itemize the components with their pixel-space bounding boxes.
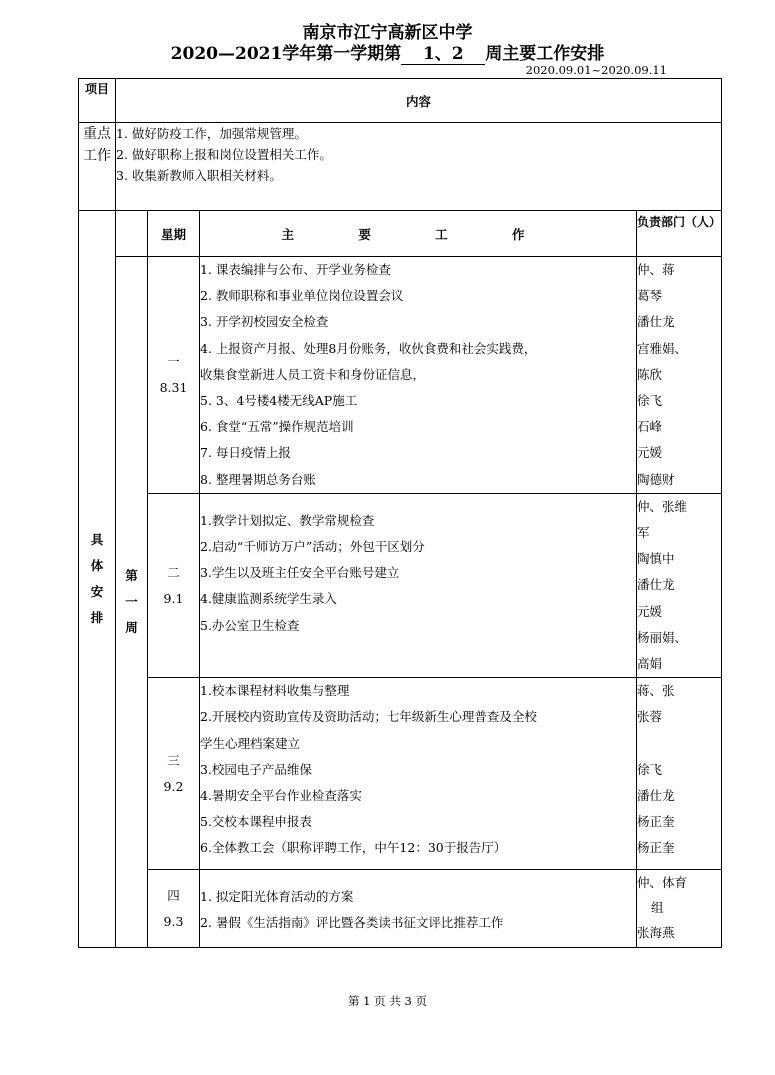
task-list [200,870,637,948]
day-cell [148,678,200,870]
weekday: 二 [167,564,180,580]
table-row [79,493,722,677]
title-prefix: 2020—2021学年第一学期第 [170,44,402,64]
list-item: 3. 开学初校园安全检查 [200,314,329,330]
task-list [200,493,637,677]
list-item: 张蓉 [637,709,663,725]
key-work-label: 重点工作 [79,123,116,211]
list-item: 张海燕 [637,925,675,941]
day-cell [148,870,200,948]
day-cell [148,257,200,494]
day-cell [148,493,200,677]
responsible-list [637,870,722,948]
col-content-header: 内容 [116,79,722,123]
list-item: 徐飞 [637,393,663,409]
list-item: 5.办公室卫生检查 [200,617,300,633]
list-item: 学生心理档案建立 [200,735,301,751]
title-suffix: 周主要工作安排 [485,44,605,64]
weekday: 一 [167,353,180,369]
date: 9.1 [163,590,184,606]
list-item: 葛琴 [637,288,663,304]
list-item [637,731,721,757]
responsible-list [637,678,722,870]
list-item: 1.校本课程材料收集与整理 [200,683,350,699]
list-item: 杨丽娟、 [637,629,688,645]
list-item: 陶德财 [637,471,675,487]
list-item: 1.教学计划拟定、教学常规检查 [200,512,375,528]
table-row [79,257,722,494]
empty-cell [116,211,148,257]
date: 8.31 [159,379,188,395]
list-item: 3. 收集新教师入职相关材料。 [116,168,282,183]
schedule-table [78,78,722,948]
key-work-list [116,123,722,211]
table-row [79,678,722,870]
list-item: 高娟 [637,656,663,672]
schedule-title [0,39,775,65]
week-numbers: 1、2 [401,39,485,65]
detail-label: 具体安排 [79,211,116,948]
date: 9.2 [163,778,184,794]
list-item: 元媛 [637,445,663,461]
list-item: 4. 上报资产月报、处理8月份账务，收伙食费和社会实践费， [200,340,537,356]
responsible-list [637,493,722,677]
list-item: 宫雅娟、 [637,340,688,356]
list-item: 2.启动“千师访万户”活动；外包干区划分 [200,539,425,555]
list-item: 6.全体教工会（职称评聘工作，中午12：30于报告厅） [200,840,507,856]
list-item: 杨正奎 [637,840,675,856]
list-item: 2. 暑假《生活指南》评比暨各类读书征文评比推荐工作 [200,915,504,931]
key-work-row [79,123,722,211]
list-item: 军 [637,525,650,541]
list-item: 3.校园电子产品维保 [200,761,312,777]
list-item: 石峰 [637,419,663,435]
list-item: 组 [651,900,664,916]
list-item: 潘仕龙 [637,314,675,330]
list-item: 杨正奎 [637,814,675,830]
date-range: 2020.09.01~2020.09.11 [525,63,667,77]
list-item: 5.交校本课程申报表 [200,814,312,830]
list-item: 仲、体育 [637,875,688,891]
col-item-header: 项目 [79,79,116,123]
school-title: 南京市江宁高新区中学 [302,23,473,43]
list-item: 1. 做好防疫工作，加强常规管理。 [116,126,307,141]
responsible-list [637,257,722,494]
header-row [79,79,722,123]
list-item: 2. 做好职称上报和岗位设置相关工作。 [116,147,332,162]
list-item: 蒋、张 [637,683,675,699]
list-item: 6. 食堂“五常”操作规范培训 [200,419,354,435]
list-item: 1. 课表编排与公布、开学业务检查 [200,262,391,277]
col-weekday-header: 星期 [148,211,200,257]
list-item: 潘仕龙 [637,788,675,804]
list-item: 4.暑期安全平台作业检查落实 [200,788,362,804]
col-main-work-header: 主 要 工 作 [200,211,637,257]
list-item: 5. 3、4号楼4楼无线AP施工 [200,393,358,409]
date: 9.3 [163,913,184,929]
list-item: 3.学生以及班主任安全平台账号建立 [200,565,400,581]
task-list [200,257,637,494]
list-item: 收集食堂新进人员工资卡和身份证信息， [200,366,426,382]
list-item: 徐飞 [637,761,663,777]
list-item: 2.开展校内资助宣传及资助活动；七年级新生心理普查及全校 [200,709,537,725]
detail-header-row [79,211,722,257]
list-item: 陈欣 [637,366,663,382]
list-item: 8. 整理暑期总务台账 [200,471,316,487]
page-footer: 第 1 页 共 3 页 [348,994,427,1008]
list-item: 4.健康监测系统学生录入 [200,591,337,607]
table-row [79,870,722,948]
col-responsible-header: 负责部门（人） [637,211,722,257]
list-item: 陶慎中 [637,551,675,567]
week-label: 第一周 [116,257,148,948]
list-item: 仲、张维 [637,498,688,514]
list-item: 1. 拟定阳光体育活动的方案 [200,889,354,905]
list-item: 2. 教师职称和事业单位岗位设置会议 [200,288,404,304]
list-item: 潘仕龙 [637,577,675,593]
task-list [200,678,637,870]
weekday: 四 [167,887,180,903]
list-item: 元媛 [637,603,663,619]
list-item: 7. 每日疫情上报 [200,445,291,461]
list-item: 仲、蒋 [637,262,675,277]
weekday: 三 [167,752,180,768]
